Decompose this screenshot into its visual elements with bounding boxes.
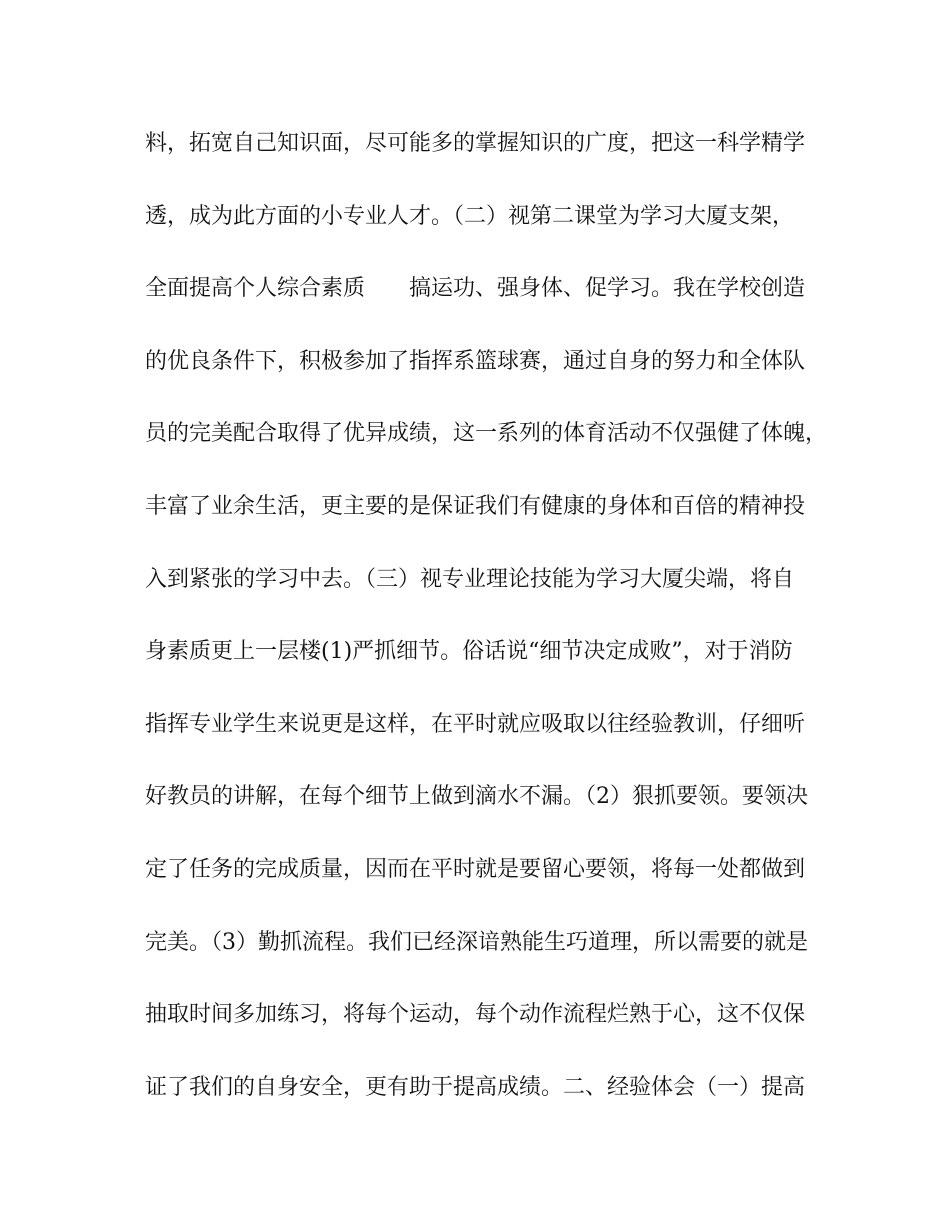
- text-line: 身素质更上一层楼(1)严抓细节。俗话说“细节决定成败”，对于消防: [145, 639, 793, 665]
- body-text: [145, 120, 828, 1136]
- text-line: 全面提高个人综合素质 搞运功、强身体、促学习。我在学校创造: [145, 276, 806, 302]
- text-line: 证了我们的自身安全，更有助于提高成绩。二、经验体会（一）提高: [145, 1074, 806, 1100]
- text-line: 员的完美配合取得了优异成绩，这一系列的体育活动不仅强健了体魄，: [145, 421, 828, 447]
- text-line: 入到紧张的学习中去。（三）视专业理论技能为学习大厦尖端，将自: [145, 566, 795, 592]
- text-line: 料，拓宽自己知识面，尽可能多的掌握知识的广度，把这一科学精学: [145, 131, 806, 156]
- text-line: 指挥专业学生来说更是这样，在平时就应吸取以往经验教训，仔细听: [145, 711, 806, 737]
- text-line: 定了任务的完成质量，因而在平时就是要留心要领，将每一处都做到: [145, 856, 806, 882]
- text-line: 丰富了业余生活，更主要的是保证我们有健康的身体和百倍的精神投: [145, 493, 806, 519]
- text-line: 透，成为此方面的小专业人才。（二）视第二课堂为学习大厦支架，: [145, 203, 795, 229]
- text-line: 好教员的讲解，在每个细节上做到滴水不漏。（2）狠抓要领。要领决: [145, 784, 808, 810]
- text-line: 的优良条件下，积极参加了指挥系篮球赛，通过自身的努力和全体队: [145, 348, 806, 374]
- text-line: 完美。（3）勤抓流程。我们已经深谙熟能生巧道理，所以需要的就是: [145, 929, 808, 955]
- text-line: 抽取时间多加练习，将每个运动，每个动作流程烂熟于心，这不仅保: [145, 1002, 806, 1028]
